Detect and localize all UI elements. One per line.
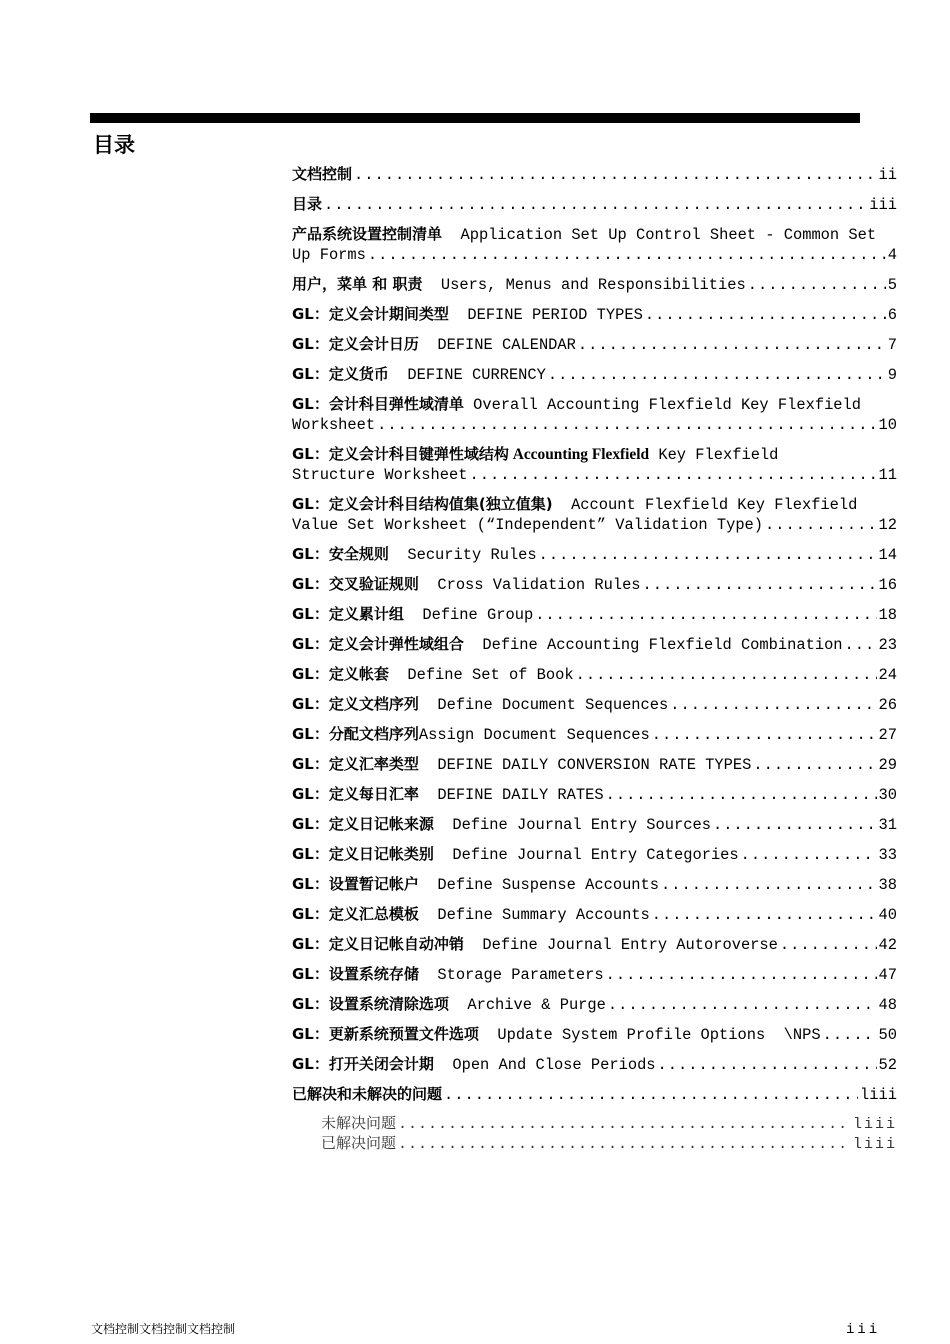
toc-entry-title-text: Overall Accounting Flexfield Key Flexfield [463,396,862,414]
toc-page-number: 38 [878,876,897,894]
toc-entry-title-text: Cross Validation Rules [418,576,641,594]
toc-entry-title-cjk: GL：定义日记帐来源 [292,815,434,833]
header-rule [90,113,860,123]
toc-page-number: 50 [878,1026,897,1044]
toc-entry-title-latin: Accounting Flexfield [508,446,650,463]
toc-entry-title-text: Account Flexfield Key Flexfield [552,496,858,514]
toc-entry-title [292,164,352,185]
toc-entry-title-text: DEFINE CURRENCY [388,366,546,384]
toc-entry-title-text: Users, Menus and Responsibilities [422,276,746,294]
toc-subitems [292,1114,897,1154]
toc-entry[interactable] [292,844,897,865]
toc-entry[interactable] [292,494,897,535]
page-number: iii [846,1322,881,1338]
toc-entry-title [292,604,533,625]
toc-page-number: liii [852,1136,897,1153]
toc-entry-line [292,724,897,745]
toc-entry-title-text: Up Forms [292,246,366,264]
dot-leader [548,365,886,385]
toc-entry-title-cjk: GL：打开关闭会计期 [292,1055,434,1073]
dot-leader [753,755,876,775]
toc-entry[interactable] [292,364,897,385]
dot-leader [765,515,876,535]
toc-entry-line [292,904,897,925]
toc-entry-title-cjk: 已解决和未解决的问题 [292,1085,443,1103]
toc-entry-line [292,814,897,835]
toc-entry-line [292,784,897,805]
toc-entry-title-text: Worksheet [292,416,376,434]
toc-page-number: iii [869,196,897,214]
toc-entry-line [292,394,897,415]
toc-page-number: 30 [878,786,897,804]
toc-entry-title-cjk: GL：安全规则 [292,545,389,563]
toc-page-number: 27 [878,726,897,744]
toc-entry-title-text: Assign Document Sequences [418,726,650,744]
dot-leader [661,875,877,895]
toc-entry-title [292,415,375,435]
toc-entry[interactable] [292,694,897,715]
toc-entry[interactable] [292,634,897,655]
toc-page-number: 31 [878,816,897,834]
toc-entry-line [292,415,897,435]
toc-entry-title [292,1054,656,1075]
toc-entry-title [292,814,711,835]
toc-entry-line [292,964,897,985]
toc-entry[interactable] [292,814,897,835]
toc-subentry-title: 未解决问题 [321,1114,397,1132]
toc-entry-line [292,844,897,865]
toc-entry-title [292,994,606,1015]
toc-page-number: 52 [878,1056,897,1074]
toc-page-number: 33 [878,846,897,864]
toc-entry[interactable] [292,1084,897,1105]
toc-entry-title-cjk: GL：设置系统存储 [292,965,419,983]
toc-entry[interactable] [292,1024,897,1045]
toc-entry-title [292,574,641,595]
toc-entry[interactable] [292,994,897,1015]
toc-entry[interactable] [292,754,897,775]
toc-entry-title [292,784,604,805]
toc-entry[interactable] [292,874,897,895]
toc-entry[interactable] [292,224,897,265]
toc-entry[interactable] [292,444,897,485]
toc-entry-title-text: DEFINE DAILY RATES [418,786,604,804]
toc-entry[interactable] [292,194,897,215]
toc-entry-title [292,245,366,265]
toc-entry-title-cjk: 产品系统设置控制清单 [292,225,443,243]
dot-leader [377,415,876,435]
toc-entry-line [292,194,897,215]
toc-entry-title-cjk: GL：设置系统清除选项 [292,995,449,1013]
toc-page-number: 42 [878,936,897,954]
table-of-contents [292,164,897,1154]
toc-entry-title [292,544,537,565]
dot-leader [823,1025,877,1045]
toc-entry-line [292,444,897,465]
toc-entry-title-text: Define Journal Entry Autoroverse [463,936,778,954]
toc-page-number: 47 [878,966,897,984]
dot-leader [606,965,877,985]
toc-entry-title [292,874,659,895]
toc-entry-title-cjk: GL：定义文档序列 [292,695,419,713]
toc-entry-title-cjk: GL：定义会计弹性域组合 [292,635,464,653]
toc-entry[interactable] [292,574,897,595]
toc-page-number: 26 [878,696,897,714]
toc-entry-line [292,544,897,565]
toc-entry-title-text: Key Flexfield [649,446,779,464]
toc-page-number: 6 [887,306,897,324]
toc-entry[interactable] [292,724,897,745]
toc-entry-title [292,364,546,385]
toc-entry-title-cjk: GL：定义会计期间类型 [292,305,449,323]
toc-entry-title-cjk: 文档控制 [292,165,353,183]
toc-entry-title-cjk: 用户，菜单 和 职责 [292,275,423,293]
toc-entry-title-text: Define Accounting Flexfield Combination [463,636,843,654]
toc-entry-line [292,494,897,515]
toc-entry-title-cjk: GL：定义帐套 [292,665,389,683]
toc-entry-line [292,364,897,385]
toc-page-number: liii [860,1086,897,1104]
toc-entry-title [292,1084,442,1105]
toc-entry-title-text: Define Group [403,606,534,624]
toc-page-number: 40 [878,906,897,924]
toc-page-number: 23 [878,636,897,654]
toc-entry[interactable] [292,664,897,685]
toc-entry-title-text: DEFINE PERIOD TYPES [448,306,643,324]
toc-entry-title-text: Structure Worksheet [292,466,468,484]
dot-leader [576,665,877,685]
toc-entry-title [292,754,751,775]
toc-subentry-title: 已解决问题 [321,1134,397,1152]
toc-entry-title [292,964,604,985]
toc-page-number: 9 [887,366,897,384]
toc-entry-line [292,934,897,955]
dot-leader [469,465,876,485]
toc-entry[interactable] [292,904,897,925]
toc-entry-title-cjk: GL：定义会计科目键弹性域结构 [292,445,509,463]
toc-entry-title-cjk: GL：分配文档序列 [292,725,419,743]
dot-leader [444,1085,858,1105]
toc-entry-title-text: Archive & Purge [448,996,606,1014]
toc-page-number: 16 [878,576,897,594]
toc-entry-title [292,274,746,295]
toc-entry-line [292,224,897,245]
toc-entry-line [292,1054,897,1075]
toc-entry-title-text: Define Summary Accounts [418,906,650,924]
dot-leader [670,695,876,715]
dot-leader [748,275,886,295]
toc-entry-title-text: Application Set Up Control Sheet - Common Set [442,226,877,244]
toc-entry-line [292,664,897,685]
toc-entry-title [292,1024,821,1045]
toc-entry-title [292,334,576,355]
toc-entry-line [292,574,897,595]
toc-entry-line [292,274,897,295]
toc-entry-title-text: Define Journal Entry Categories [433,846,739,864]
toc-entry-title [292,904,650,925]
toc-page-number: 10 [878,416,897,434]
dot-leader [354,165,877,185]
dot-leader [578,335,886,355]
toc-page-number: 14 [878,546,897,564]
dot-leader [324,195,867,215]
toc-page-number: ii [878,166,897,184]
toc-page-number: 48 [878,996,897,1014]
dot-leader [845,635,877,655]
toc-entry-title-text: Storage Parameters [418,966,604,984]
dot-leader [652,905,877,925]
toc-entry-title-text: Open And Close Periods [433,1056,656,1074]
toc-entry-line [292,334,897,355]
toc-entry-title-cjk: GL：定义每日汇率 [292,785,419,803]
toc-entry-title-text: Define Set of Book [388,666,574,684]
toc-entry-title-cjk: GL：定义货币 [292,365,389,383]
toc-page-number: 24 [878,666,897,684]
toc-entry-title [292,724,650,745]
toc-page-number: 4 [887,246,897,264]
toc-entry-line [292,694,897,715]
toc-entry[interactable] [292,274,897,295]
dot-leader [643,575,877,595]
toc-entry-line [292,754,897,775]
toc-page-number: liii [852,1116,897,1133]
toc-entry[interactable] [292,164,897,185]
toc-entry-title-cjk: GL：交叉验证规则 [292,575,419,593]
dot-leader [780,935,877,955]
toc-entry-title [292,194,322,215]
toc-entry-title-text: Define Document Sequences [418,696,669,714]
dot-leader [539,545,877,565]
footer-left-text: 文档控制文档控制文档控制 [91,1322,236,1336]
toc-entry-title-text: DEFINE CALENDAR [418,336,576,354]
toc-entry[interactable] [292,1054,897,1075]
toc-entry-title [292,664,574,685]
toc-entry[interactable] [292,964,897,985]
page-title: 目录 [93,133,135,157]
toc-entry-title-cjk: GL：会计科目弹性域清单 [292,395,464,413]
toc-entry-title [292,694,668,715]
toc-entry-line [292,465,897,485]
dot-leader [398,1115,851,1134]
toc-entry-title-cjk: GL：定义累计组 [292,605,404,623]
toc-page-number: 12 [878,516,897,534]
toc-entry-title [292,304,643,325]
toc-page-number: 7 [887,336,897,354]
toc-subentry[interactable] [321,1114,897,1134]
toc-entry-title-cjk: GL：设置暂记帐户 [292,875,419,893]
toc-page-number: 18 [878,606,897,624]
toc-subentry[interactable] [321,1134,897,1154]
dot-leader [606,785,877,805]
toc-entry-title-text: Define Journal Entry Sources [433,816,711,834]
toc-entry[interactable] [292,304,897,325]
toc-entry[interactable] [292,604,897,625]
toc-page-number: 5 [887,276,897,294]
dot-leader [535,605,876,625]
toc-page-number: 29 [878,756,897,774]
toc-entry-line [292,515,897,535]
toc-entry-title [292,515,763,535]
toc-entry-title-text: Update System Profile Options \NPS [478,1026,821,1044]
toc-entry-title-text: Security Rules [388,546,537,564]
dot-leader [658,1055,877,1075]
toc-entry-title-cjk: GL：定义日记帐类别 [292,845,434,863]
toc-entry-title [292,465,467,485]
dot-leader [652,725,877,745]
toc-entry-title-cjk: GL：定义会计科目结构值集(独立值集) [292,495,553,513]
toc-entry-title [292,934,778,955]
toc-entry-line [292,874,897,895]
dot-leader [398,1135,851,1154]
toc-entry-title-cjk: GL：定义会计日历 [292,335,419,353]
toc-entry[interactable] [292,544,897,565]
toc-entry-line [292,304,897,325]
toc-entry-title-text: DEFINE DAILY CONVERSION RATE TYPES [418,756,752,774]
toc-entry-line [292,1024,897,1045]
toc-entry-title [292,844,739,865]
dot-leader [741,845,877,865]
toc-entry-line [292,164,897,185]
toc-page-number: 11 [878,466,897,484]
toc-entry-title-cjk: GL：更新系统预置文件选项 [292,1025,479,1043]
toc-entry-title-text: Define Suspense Accounts [418,876,660,894]
dot-leader [645,305,886,325]
toc-entry-title-text: Value Set Worksheet (“Independent” Validation Type) [292,516,764,534]
dot-leader [368,245,886,265]
toc-entry[interactable] [292,784,897,805]
toc-entry-line [292,994,897,1015]
toc-entry-line [292,604,897,625]
toc-entry-title-cjk: GL：定义日记帐自动冲销 [292,935,464,953]
toc-entry-title-cjk: 目录 [292,195,323,213]
toc-entry-title [292,634,843,655]
toc-entry[interactable] [292,334,897,355]
toc-entry-line [292,245,897,265]
dot-leader [608,995,877,1015]
dot-leader [713,815,877,835]
toc-entry-title-cjk: GL：定义汇率类型 [292,755,419,773]
toc-entry-line [292,1084,897,1105]
toc-entry[interactable] [292,934,897,955]
toc-entry[interactable] [292,394,897,435]
toc-entry-title-cjk: GL：定义汇总模板 [292,905,419,923]
toc-entry-line [292,634,897,655]
